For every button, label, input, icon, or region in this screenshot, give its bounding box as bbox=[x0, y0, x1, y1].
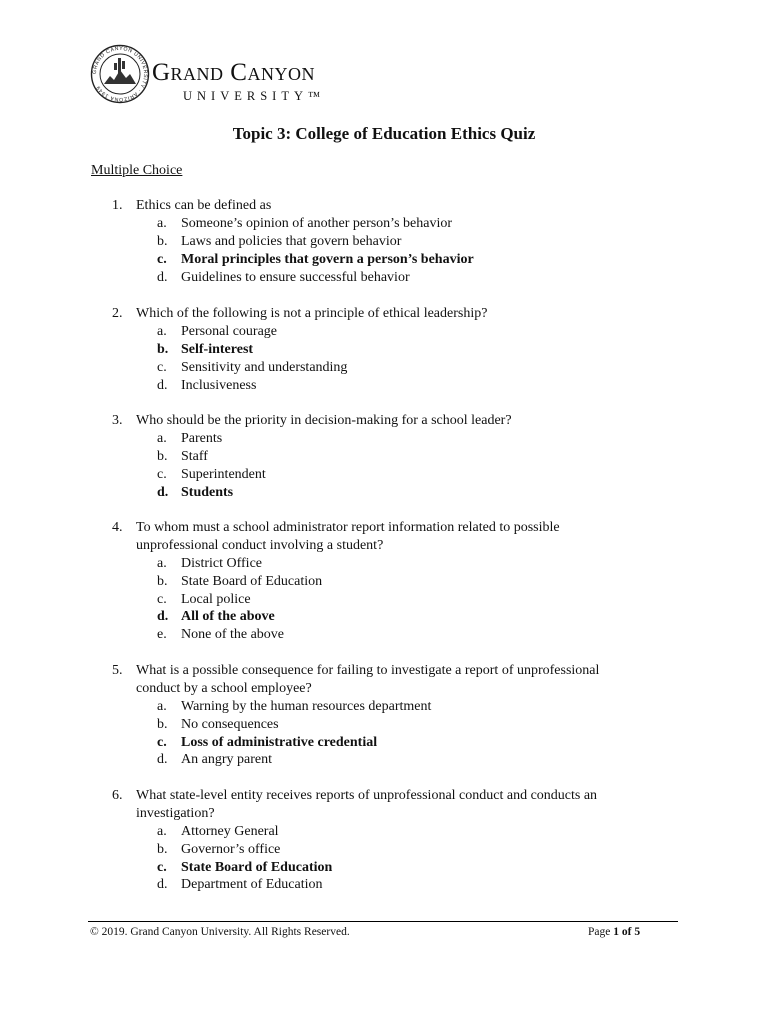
answer-option bbox=[0, 698, 768, 716]
question-number: 6. bbox=[112, 788, 123, 803]
question-number: 1. bbox=[112, 198, 123, 213]
footer-divider bbox=[88, 921, 678, 922]
question-number: 2. bbox=[112, 306, 123, 321]
answer-option bbox=[0, 823, 768, 841]
answer-option-correct bbox=[0, 251, 768, 269]
option-letter: b. bbox=[157, 573, 168, 589]
answer-option bbox=[0, 448, 768, 466]
option-letter: c. bbox=[157, 466, 167, 482]
option-letter: c. bbox=[157, 734, 167, 750]
answer-option bbox=[0, 841, 768, 859]
question-3 bbox=[0, 412, 768, 501]
question-text: What is a possible consequence for failing to investigate a report of unprofessional bbox=[136, 663, 600, 678]
option-text: None of the above bbox=[181, 627, 285, 643]
option-text: Sensitivity and understanding bbox=[181, 359, 348, 375]
answer-option bbox=[0, 751, 768, 769]
answer-option bbox=[0, 269, 768, 287]
option-letter: b. bbox=[157, 341, 169, 357]
option-letter: e. bbox=[157, 627, 167, 643]
option-text: Department of Education bbox=[181, 877, 323, 893]
option-letter: a. bbox=[157, 430, 167, 446]
answer-option bbox=[0, 626, 768, 644]
option-text: Attorney General bbox=[181, 823, 279, 839]
option-text: Personal courage bbox=[181, 323, 278, 339]
question-text-continued: investigation? bbox=[136, 805, 215, 821]
option-text: Governor’s office bbox=[181, 841, 281, 857]
question-text-continued: unprofessional conduct involving a student? bbox=[136, 537, 384, 553]
answer-option bbox=[0, 430, 768, 448]
answer-option bbox=[0, 466, 768, 484]
option-text: Loss of administrative credential bbox=[181, 734, 378, 750]
question-text: Which of the following is not a principle of ethical leadership? bbox=[136, 306, 488, 321]
option-letter: c. bbox=[157, 859, 167, 875]
option-text: Someone’s opinion of another person’s behavior bbox=[181, 215, 453, 231]
answer-option bbox=[0, 876, 768, 894]
option-text: Self-interest bbox=[181, 341, 254, 357]
page-indicator bbox=[588, 925, 640, 939]
question-text: Ethics can be defined as bbox=[136, 198, 272, 213]
question-text: To whom must a school administrator report information related to possible bbox=[136, 520, 560, 535]
page-label: Page bbox=[588, 926, 611, 938]
option-text: Moral principles that govern a person’s behavior bbox=[181, 251, 474, 267]
option-text: Laws and policies that govern behavior bbox=[181, 233, 402, 249]
question-2 bbox=[0, 305, 768, 394]
option-text: State Board of Education bbox=[181, 859, 333, 875]
option-text: Guidelines to ensure successful behavior bbox=[181, 269, 410, 285]
option-letter: c. bbox=[157, 591, 167, 607]
option-letter: b. bbox=[157, 448, 168, 464]
answer-option bbox=[0, 215, 768, 233]
answer-option-correct bbox=[0, 484, 768, 502]
option-letter: d. bbox=[157, 752, 168, 768]
answer-option bbox=[0, 555, 768, 573]
answer-option bbox=[0, 573, 768, 591]
option-letter: a. bbox=[157, 555, 167, 571]
question-text-continued: conduct by a school employee? bbox=[136, 680, 312, 696]
answer-option bbox=[0, 716, 768, 734]
section-heading: Multiple Choice bbox=[91, 163, 183, 178]
option-letter: d. bbox=[157, 877, 168, 893]
option-text: District Office bbox=[181, 555, 262, 571]
option-text: No consequences bbox=[181, 716, 279, 732]
question-text: What state-level entity receives reports of unprofessional conduct and conducts an bbox=[136, 788, 598, 803]
question-number: 5. bbox=[112, 663, 123, 678]
option-letter: d. bbox=[157, 484, 169, 500]
page-current: 1 bbox=[613, 926, 619, 938]
option-text: Parents bbox=[181, 430, 223, 446]
option-text: Students bbox=[181, 484, 234, 500]
answer-option-correct bbox=[0, 859, 768, 877]
answer-option-correct bbox=[0, 734, 768, 752]
question-5 bbox=[0, 662, 768, 769]
seal-text: GRAND CANYON UNIVERSITY · ARIZONA 1949 bbox=[91, 45, 149, 103]
option-text: An angry parent bbox=[181, 752, 272, 768]
option-letter: c. bbox=[157, 251, 167, 267]
option-letter: c. bbox=[157, 359, 167, 375]
seal-icon bbox=[90, 44, 150, 104]
option-text: Warning by the human resources department bbox=[181, 698, 432, 714]
option-text: Staff bbox=[181, 448, 208, 464]
answer-option-correct bbox=[0, 608, 768, 626]
option-letter: a. bbox=[157, 215, 167, 231]
option-letter: a. bbox=[157, 323, 167, 339]
page-total: 5 bbox=[634, 926, 641, 938]
option-text: All of the above bbox=[181, 609, 275, 625]
option-text: State Board of Education bbox=[181, 573, 323, 589]
option-letter: d. bbox=[157, 609, 169, 625]
question-text: Who should be the priority in decision-making for a school leader? bbox=[136, 413, 512, 428]
question-1 bbox=[0, 197, 768, 286]
option-text: Local police bbox=[181, 591, 251, 607]
question-number: 3. bbox=[112, 413, 123, 428]
page-title: Topic 3: College of Education Ethics Quiz bbox=[232, 124, 536, 143]
question-6 bbox=[0, 787, 768, 894]
page-of: of bbox=[621, 926, 632, 938]
answer-option bbox=[0, 359, 768, 377]
option-letter: a. bbox=[157, 698, 167, 714]
question-4 bbox=[0, 519, 768, 644]
answer-option bbox=[0, 323, 768, 341]
answer-option bbox=[0, 591, 768, 609]
footer-copyright: © 2019. Grand Canyon University. All Rights Reserved. bbox=[90, 926, 350, 938]
brand-name: Grand Canyon bbox=[152, 59, 315, 86]
answer-option bbox=[0, 233, 768, 251]
option-letter: d. bbox=[157, 377, 168, 393]
option-letter: b. bbox=[157, 233, 168, 249]
option-text: Inclusiveness bbox=[181, 377, 257, 393]
option-letter: d. bbox=[157, 269, 168, 285]
answer-option-correct bbox=[0, 341, 768, 359]
option-letter: b. bbox=[157, 716, 168, 732]
university-logo bbox=[90, 44, 350, 106]
option-letter: b. bbox=[157, 841, 168, 857]
option-text: Superintendent bbox=[181, 466, 266, 482]
brand-subtitle: UNIVERSITY™ bbox=[183, 89, 326, 103]
answer-option bbox=[0, 377, 768, 395]
question-number: 4. bbox=[112, 520, 123, 535]
option-letter: a. bbox=[157, 823, 167, 839]
